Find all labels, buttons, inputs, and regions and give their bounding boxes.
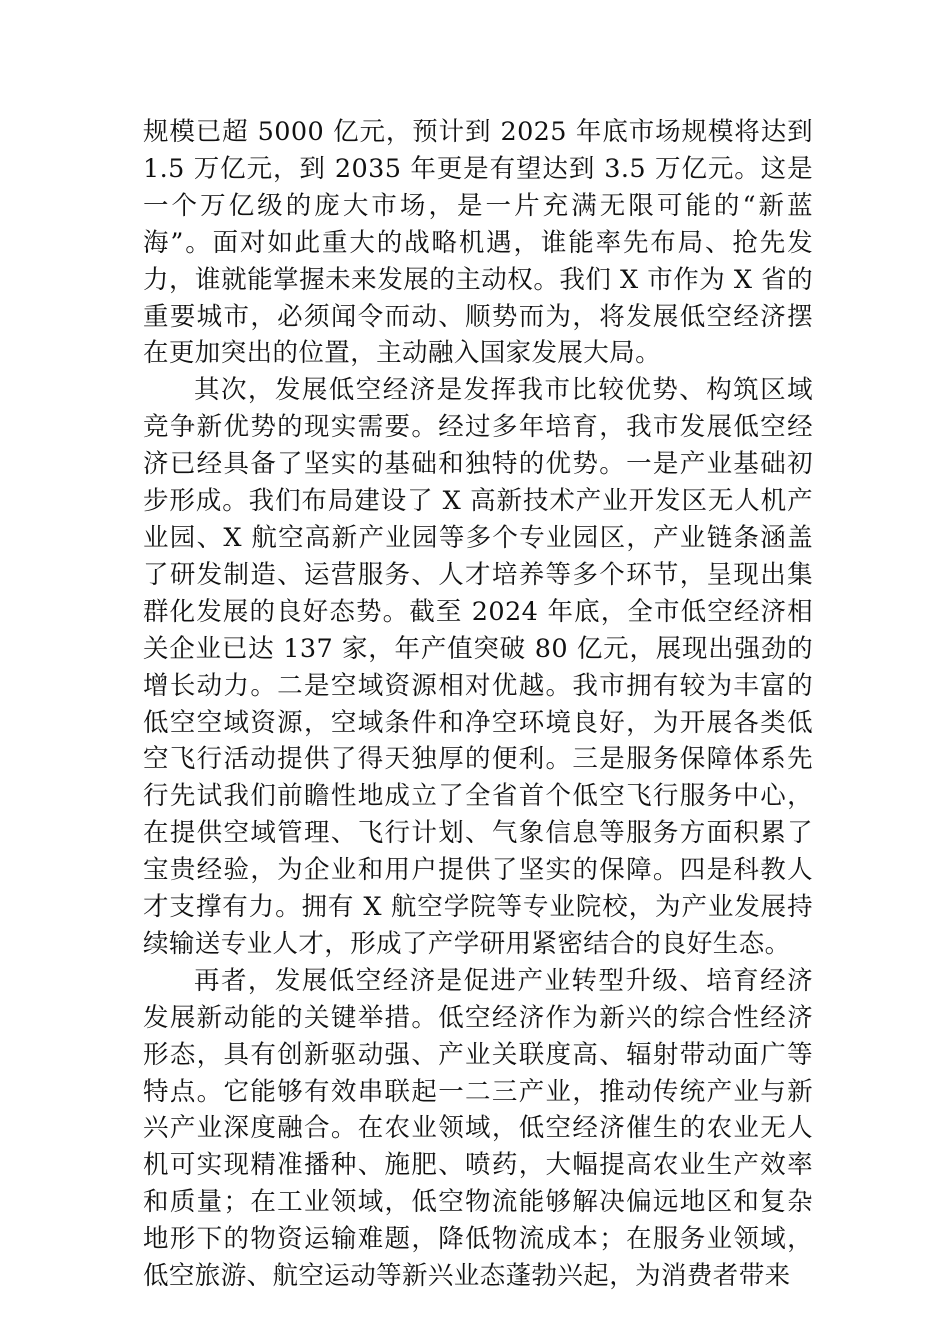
paragraph-3: 再者，发展低空经济是促进产业转型升级、培育经济发展新动能的关键举措。低空经济作为新兴的综合性经济形态，具有创新驱动强、产业关联度高、辐射带动面广等特点。它能够有效串联起一二三产业，推动传统产业与新兴产业深度融合。在农业领域，低空经济催生的农业无人机可实现精准播种、施肥、喷药，大幅提高农业生产效率和质量；在工业领域，低空物流能够解决偏远地区和复杂地形下的物资运输难题，降低物流成本；在服务业领域，低空旅游、航空运动等新兴业态蓬勃兴起，为消费者带来 — [143, 965, 813, 1292]
paragraph-1: 规模已超 5000 亿元，预计到 2025 年底市场规模将达到 1.5 万亿元，到 2035 年更是有望达到 3.5 万亿元。这是一个万亿级的庞大市场，是一片充满无限可能的“新蓝海”。面对如此重大的战略机遇，谁能率先布局、抢先发力，谁就能掌握未来发展的主动权。我们 X 市作为 X 省的重要城市，必须闻令而动、顺势而为，将发展低空经济摆在更加突出的位置，主动融入国家发展大局。 — [143, 117, 813, 369]
document-body — [143, 114, 813, 1295]
paragraph-2: 其次，发展低空经济是发挥我市比较优势、构筑区域竞争新优势的现实需要。经过多年培育，我市发展低空经济已经具备了坚实的基础和独特的优势。一是产业基础初步形成。我们布局建设了 X 高新技术产业开发区无人机产业园、X 航空高新产业园等多个专业园区，产业链条涵盖了研发制造、运营服务、人才培养等多个环节，呈现出集群化发展的良好态势。截至 2024 年底，全市低空经济相关企业已达 137 家，年产值突破 80 亿元，展现出强劲的增长动力。二是空域资源相对优越。我市拥有较为丰富的低空空域资源，空域条件和净空环境良好，为开展各类低空飞行活动提供了得天独厚的便利。三是服务保障体系先行先试我们前瞻性地成立了全省首个低空飞行服务中心，在提供空域管理、飞行计划、气象信息等服务方面积累了宝贵经验，为企业和用户提供了坚实的保障。四是科教人才支撑有力。拥有 X 航空学院等专业院校，为产业发展持续输送专业人才，形成了产学研用紧密结合的良好生态。 — [143, 375, 813, 959]
